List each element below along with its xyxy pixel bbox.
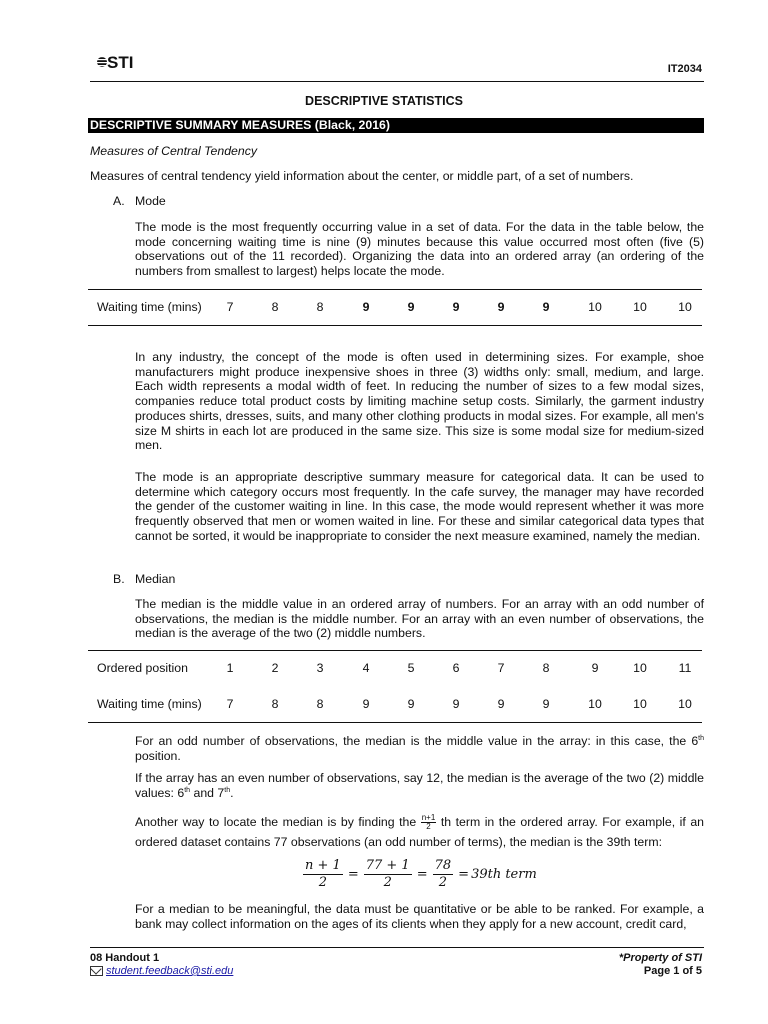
table-row <box>88 289 702 325</box>
mail-icon <box>90 966 103 976</box>
table-cell: 10 <box>633 661 647 675</box>
property-label: *Property of STI <box>618 952 702 964</box>
footer-divider <box>90 947 704 948</box>
mode-paragraph-2: In any industry, the concept of the mode is often used in determining sizes. For example, shoe manufacturers might produce inexpensive shoes in three (3) widths only: small, medium, and large. Each width represents a modal width of feet. In reducing the number of sizes to a few modal sizes, companies reduce total product costs by limiting machine setup costs. Similarly, the garment industry produces shirts, dresses, suits, and many other clothing products in modal sizes. For example, all men's size M shirts in each lot are produced in the same size. This size is some modal size for medium-sized men. <box>135 350 704 453</box>
text-span: . <box>230 785 234 800</box>
equals-sign: = <box>347 867 359 882</box>
subsection-heading: Measures of Central Tendency <box>90 144 258 158</box>
mode-table <box>88 289 702 325</box>
fraction <box>433 858 454 891</box>
row-label: Ordered position <box>97 661 188 675</box>
median-paragraph-3 <box>135 771 704 800</box>
fraction-numerator: n+1 <box>421 813 436 823</box>
text-span: th term in the ordered array. For example, if an ordered dataset contains 77 observations (an odd number of terms), the median is the 39th term: <box>135 815 704 849</box>
table-cell: 10 <box>678 697 692 711</box>
equals-sign: = <box>458 867 470 882</box>
equation-result: 39th term <box>471 867 537 882</box>
table-cell: 9 <box>542 697 550 711</box>
text-span: Another way to locate the median is by finding the <box>135 815 417 829</box>
table-cell: 10 <box>588 300 602 314</box>
superscript: th <box>698 734 704 742</box>
table-cell: 9 <box>362 697 370 711</box>
handout-label: 08 Handout 1 <box>90 952 160 964</box>
table-cell: 8 <box>542 661 550 675</box>
table-cell: 10 <box>588 697 602 711</box>
fraction-numerator: 78 <box>434 858 452 873</box>
logo-text: STI <box>107 53 134 72</box>
table-cell: 9 <box>362 300 370 314</box>
fraction-numerator: 77 + 1 <box>365 858 410 873</box>
intro-paragraph: Measures of central tendency yield information about the center, or middle part, of a set of numbers. <box>90 169 634 183</box>
row-label: Waiting time (mins) <box>97 300 202 314</box>
median-paragraph-1: The median is the middle value in an ordered array of numbers. For an array with an odd number of observations, the median is the middle number. For an array with an even number of observations, the median is the average of the two (2) middle numbers. <box>135 597 704 641</box>
table-cell: 9 <box>407 697 415 711</box>
median-paragraph-5: For a median to be meaningful, the data must be quantitative or be able to be ranked. For example, a bank may collect information on the ages of its clients when they apply for a new account, credit card, <box>135 902 704 931</box>
footer-email <box>90 965 233 977</box>
fraction-denominator: 2 <box>318 875 328 890</box>
table-cell: 9 <box>407 300 415 314</box>
sti-logo <box>96 52 146 72</box>
table-cell: 2 <box>271 661 279 675</box>
mode-heading-letter: A. <box>113 194 125 208</box>
median-heading-letter: B. <box>113 572 125 586</box>
table-row <box>88 650 702 686</box>
course-code: IT2034 <box>667 63 702 75</box>
text-span: For an odd number of observations, the median is the middle value in the array: in this case, the 6 <box>135 734 699 748</box>
superscript: th <box>184 786 191 794</box>
median-table <box>88 650 702 722</box>
table-row <box>88 686 702 722</box>
median-heading-text: Median <box>135 572 176 586</box>
median-paragraph-2 <box>135 734 704 763</box>
superscript: th <box>224 786 231 794</box>
text-span: position. <box>135 748 181 763</box>
table-cell: 11 <box>678 661 692 675</box>
mode-paragraph-3: The mode is an appropriate descriptive summary measure for categorical data. It can be used to determine which category occurs most frequently. In the cafe survey, the manager may have recorded the gender of the customer waiting in line. In this case, the mode would represent whether it was more frequently observed that men or women waited in line. For these and similar categorical data types that cannot be sorted, it would be inappropriate to consider the next measure examined, namely the median. <box>135 470 704 543</box>
mode-heading <box>113 194 727 209</box>
text-span: If the array has an even number of observations, say 12, the median is the average of the two (2) middle values: 6 <box>135 771 704 800</box>
table-cell: 8 <box>271 300 279 314</box>
equals-sign: = <box>416 867 428 882</box>
fraction-denominator: 2 <box>438 875 448 890</box>
page-number: Page 1 of 5 <box>643 965 702 977</box>
table-cell: 9 <box>497 697 505 711</box>
table-cell: 9 <box>497 300 505 314</box>
table-rule <box>88 722 702 723</box>
email-link[interactable]: student.feedback@sti.edu <box>106 965 234 977</box>
table-cell: 7 <box>226 697 234 711</box>
table-cell: 4 <box>362 661 370 675</box>
table-cell: 7 <box>497 661 505 675</box>
table-cell: 6 <box>452 661 460 675</box>
fraction-denominator: 2 <box>426 822 431 832</box>
median-equation <box>300 858 537 891</box>
mode-paragraph-1: The mode is the most frequently occurring value in a set of data. For the data in the table below, the mode concerning waiting time is nine (9) minutes because this value occurred most often (five (5) observations out of the 11 recorded). Organizing the data into an ordered array (an ordering of the numbers from smallest to largest) helps locate the mode. <box>135 220 704 279</box>
mode-heading-text: Mode <box>135 194 166 208</box>
table-cell: 9 <box>591 661 599 675</box>
section-heading: DESCRIPTIVE SUMMARY MEASURES (Black, 2016) <box>88 118 704 133</box>
table-rule <box>88 325 702 326</box>
table-cell: 10 <box>633 697 647 711</box>
table-cell: 3 <box>316 661 324 675</box>
header-divider <box>90 81 704 82</box>
table-cell: 9 <box>452 300 460 314</box>
table-cell: 1 <box>226 661 234 675</box>
fraction-numerator: n + 1 <box>305 858 341 873</box>
table-cell: 10 <box>678 300 692 314</box>
table-cell: 8 <box>316 300 324 314</box>
table-cell: 10 <box>633 300 647 314</box>
text-span: and 7 <box>190 785 225 800</box>
table-cell: 9 <box>452 697 460 711</box>
fraction <box>421 814 437 831</box>
row-label: Waiting time (mins) <box>97 697 202 711</box>
table-cell: 5 <box>407 661 415 675</box>
table-cell: 9 <box>542 300 550 314</box>
fraction-denominator: 2 <box>383 875 392 890</box>
fraction <box>364 858 412 891</box>
median-paragraph-4 <box>135 812 704 852</box>
table-cell: 7 <box>226 300 234 314</box>
page-title: DESCRIPTIVE STATISTICS <box>305 94 463 108</box>
table-cell: 8 <box>316 697 324 711</box>
fraction <box>303 858 343 891</box>
table-cell: 8 <box>271 697 279 711</box>
median-heading <box>113 572 727 587</box>
